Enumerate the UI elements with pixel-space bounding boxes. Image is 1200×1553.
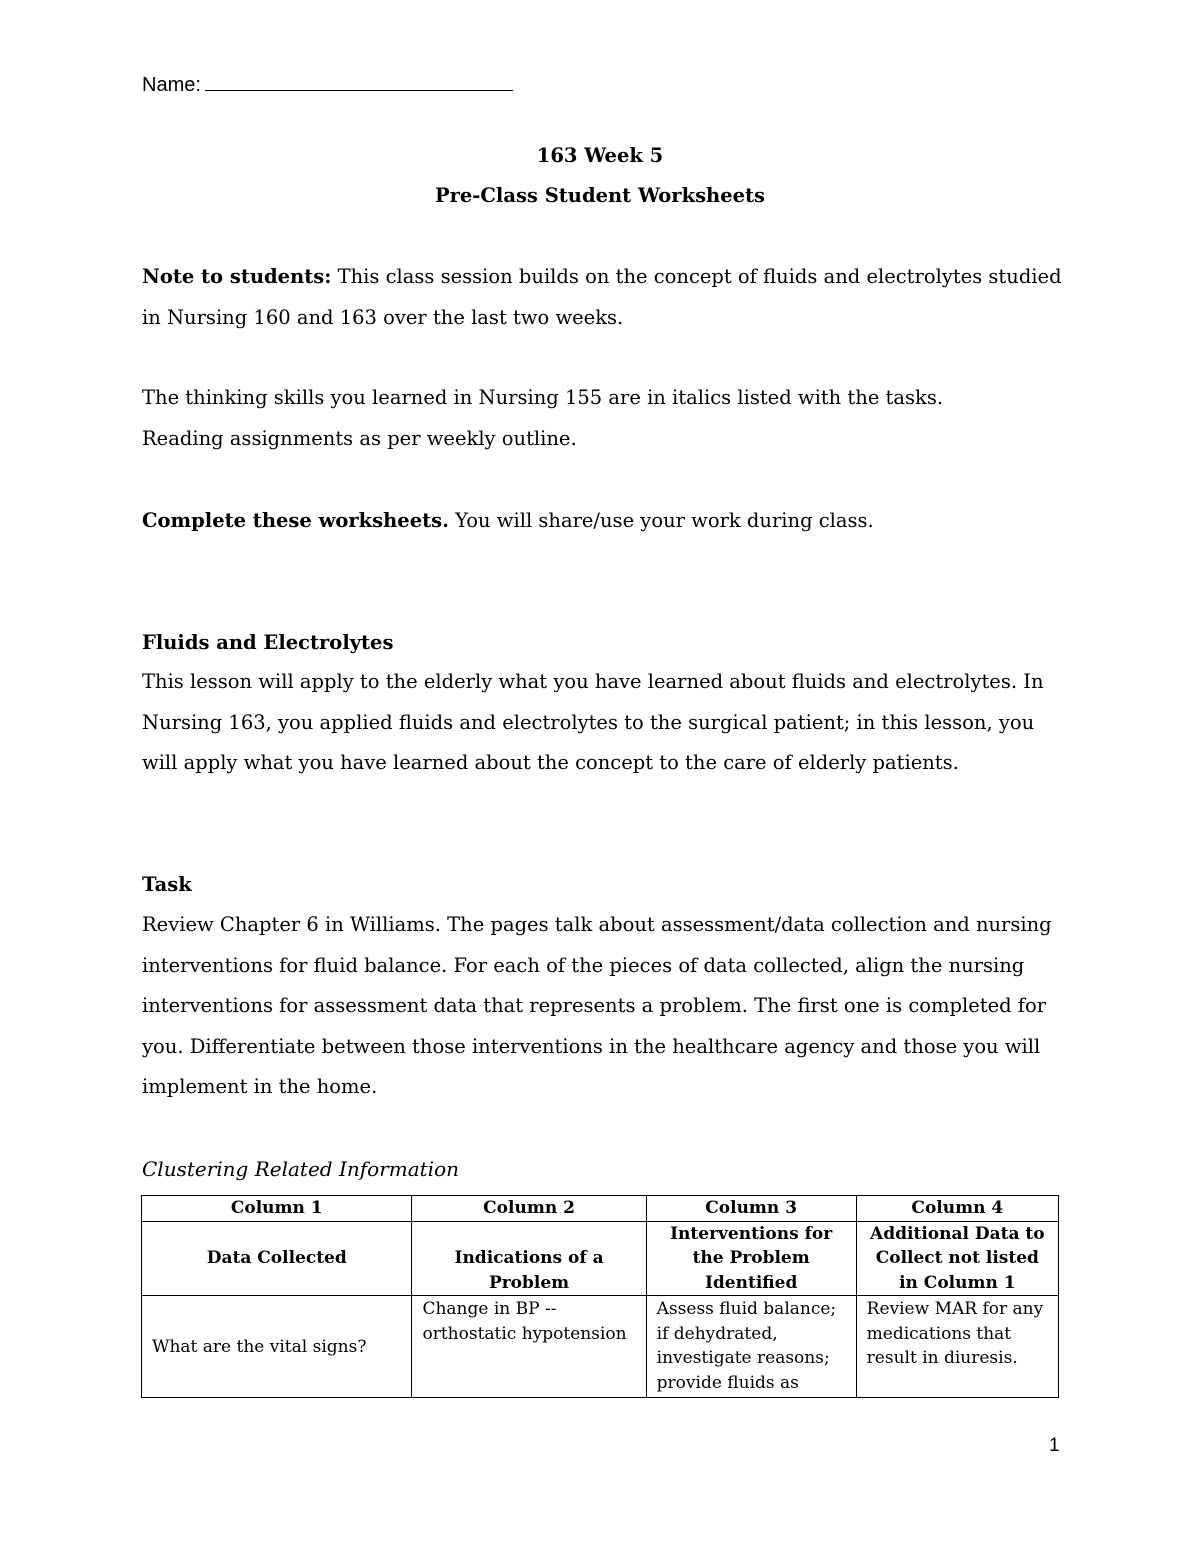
cell-interventions: Assess fluid balance; if dehydrated, investigate reasons; provide fluids as: [646, 1296, 856, 1398]
column-number-row: [142, 1196, 1059, 1222]
page-number: 1: [1049, 1435, 1060, 1456]
column-header-row: [142, 1221, 1059, 1296]
complete-label: Complete these worksheets.: [142, 509, 449, 532]
header-interventions: Interventions for the Problem Identified: [646, 1221, 856, 1296]
fluids-paragraph: This lesson will apply to the elderly what you have learned about fluids and electrolytes. In Nursing 163, you applied fluids and electrolytes to the surgical patient; in this lesson, you will apply what you have learned about the concept to the care of elderly patients.: [142, 670, 1044, 774]
note-label: Note to students:: [142, 265, 332, 288]
table-row: [142, 1296, 1059, 1398]
name-field[interactable]: [142, 74, 513, 97]
column-number-3: Column 3: [646, 1196, 856, 1222]
cell-indications: Change in BP -- orthostatic hypotension: [412, 1296, 646, 1398]
task-heading: Task: [142, 873, 192, 896]
clustering-table: [141, 1195, 1059, 1398]
complete-text: You will share/use your work during class.: [448, 509, 874, 532]
reading-line: Reading assignments as per weekly outline.: [142, 427, 577, 450]
cell-additional-data: Review MAR for any medications that result in diuresis.: [856, 1296, 1058, 1398]
note-paragraph: [142, 257, 1072, 338]
header-data-collected: Data Collected: [142, 1221, 412, 1296]
header-additional-data: Additional Data to Collect not listed in Column 1: [856, 1221, 1058, 1296]
complete-line: [142, 509, 874, 533]
thinking-skills-line: The thinking skills you learned in Nursing 155 are in italics listed with the tasks.: [142, 386, 944, 409]
column-number-4: Column 4: [856, 1196, 1058, 1222]
document-title: 163 Week 5: [536, 144, 664, 167]
document-subtitle: Pre-Class Student Worksheets: [434, 184, 766, 207]
column-number-2: Column 2: [412, 1196, 646, 1222]
fluids-heading: Fluids and Electrolytes: [142, 631, 394, 654]
note-text: This class session builds on the concept of fluids and electrolytes studied in Nursing 160 and 163 over the last two weeks.: [142, 265, 1062, 329]
cell-data-collected: What are the vital signs?: [142, 1296, 412, 1398]
column-number-1: Column 1: [142, 1196, 412, 1222]
task-paragraph: Review Chapter 6 in Williams. The pages talk about assessment/data collection and nursing interventions for fluid balance. For each of the pieces of data collected, align the nursing interventions for assessment data that represents a problem. The first one is completed for you. Differentiate between those interventions in the healthcare agency and those you will implement in the home.: [142, 913, 1052, 1098]
table-caption: Clustering Related Information: [142, 1157, 459, 1181]
header-indications: Indications of a Problem: [412, 1221, 646, 1296]
name-label: Name:: [142, 74, 201, 96]
name-blank-line[interactable]: [205, 74, 513, 91]
